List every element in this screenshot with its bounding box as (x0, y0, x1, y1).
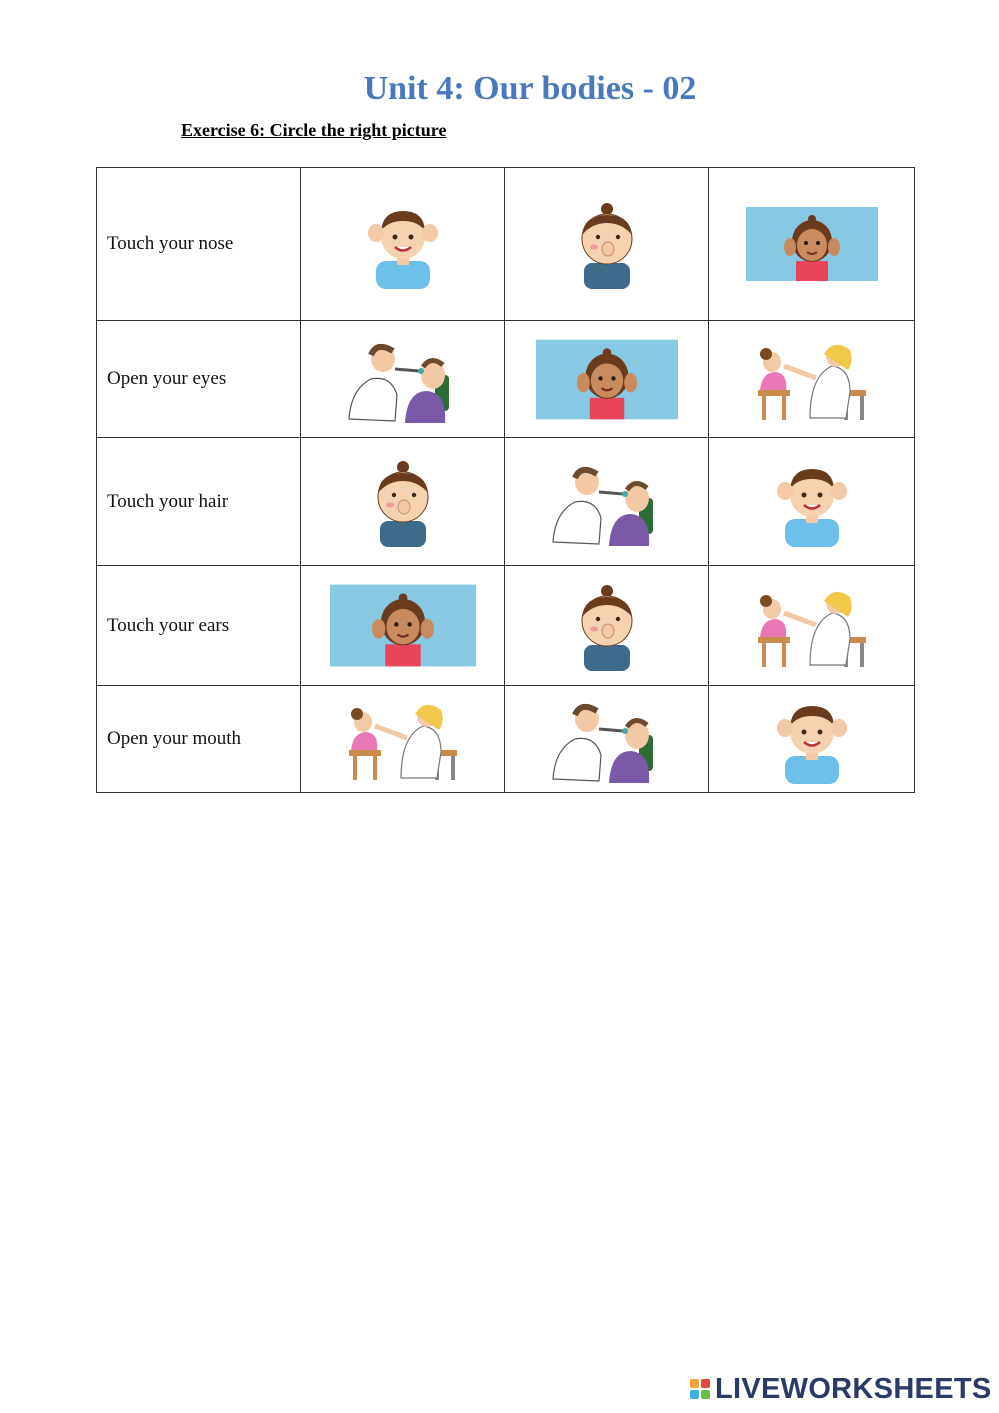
picture-option[interactable] (709, 438, 915, 566)
table-row (97, 321, 915, 438)
picture-option[interactable] (709, 686, 915, 793)
boy-touching-hair-picture[interactable] (757, 457, 867, 547)
girl-touching-nose-picture[interactable] (562, 199, 652, 289)
picture-option[interactable] (505, 321, 709, 438)
logo-icon (690, 1379, 710, 1399)
doctor-checking-eyes-picture[interactable] (345, 335, 461, 423)
girl-touching-nose-picture[interactable] (358, 457, 448, 547)
girl-touching-nose-picture[interactable] (562, 581, 652, 671)
row-prompt: Touch your hair (97, 438, 301, 566)
row-prompt: Touch your ears (97, 566, 301, 686)
picture-option[interactable] (709, 168, 915, 321)
exercise-instruction: Exercise 6: Circle the right picture (181, 120, 447, 140)
girl-covering-ears-picture[interactable] (536, 333, 678, 426)
picture-option[interactable] (505, 686, 709, 793)
table-row (97, 438, 915, 566)
picture-option[interactable] (709, 321, 915, 438)
boy-touching-hair-picture[interactable] (757, 694, 867, 784)
picture-option[interactable] (505, 438, 709, 566)
picture-option[interactable] (301, 321, 505, 438)
girl-covering-ears-picture[interactable] (746, 207, 878, 281)
doctor-checking-mouth-picture[interactable] (750, 583, 874, 669)
girl-covering-ears-picture[interactable] (330, 578, 476, 673)
doctor-checking-mouth-picture[interactable] (341, 696, 465, 782)
row-prompt: Open your mouth (97, 686, 301, 793)
picture-option[interactable] (301, 168, 505, 321)
page-title: Unit 4: Our bodies - 02 (363, 70, 697, 107)
table-row (97, 686, 915, 793)
picture-option[interactable] (301, 686, 505, 793)
picture-option[interactable] (301, 438, 505, 566)
doctor-checking-mouth-picture[interactable] (750, 336, 874, 422)
row-prompt: Touch your nose (97, 168, 301, 321)
boy-touching-hair-picture[interactable] (348, 199, 458, 289)
picture-option[interactable] (301, 566, 505, 686)
table-row (97, 168, 915, 321)
picture-option[interactable] (505, 566, 709, 686)
doctor-checking-eyes-picture[interactable] (549, 458, 665, 546)
picture-option[interactable] (709, 566, 915, 686)
liveworksheets-logo (690, 1372, 992, 1406)
doctor-checking-eyes-picture[interactable] (549, 695, 665, 783)
table-row (97, 566, 915, 686)
logo-text: LIVEWORKSHEETS (715, 1372, 992, 1405)
exercise-table (96, 167, 915, 793)
picture-option[interactable] (505, 168, 709, 321)
row-prompt: Open your eyes (97, 321, 301, 438)
